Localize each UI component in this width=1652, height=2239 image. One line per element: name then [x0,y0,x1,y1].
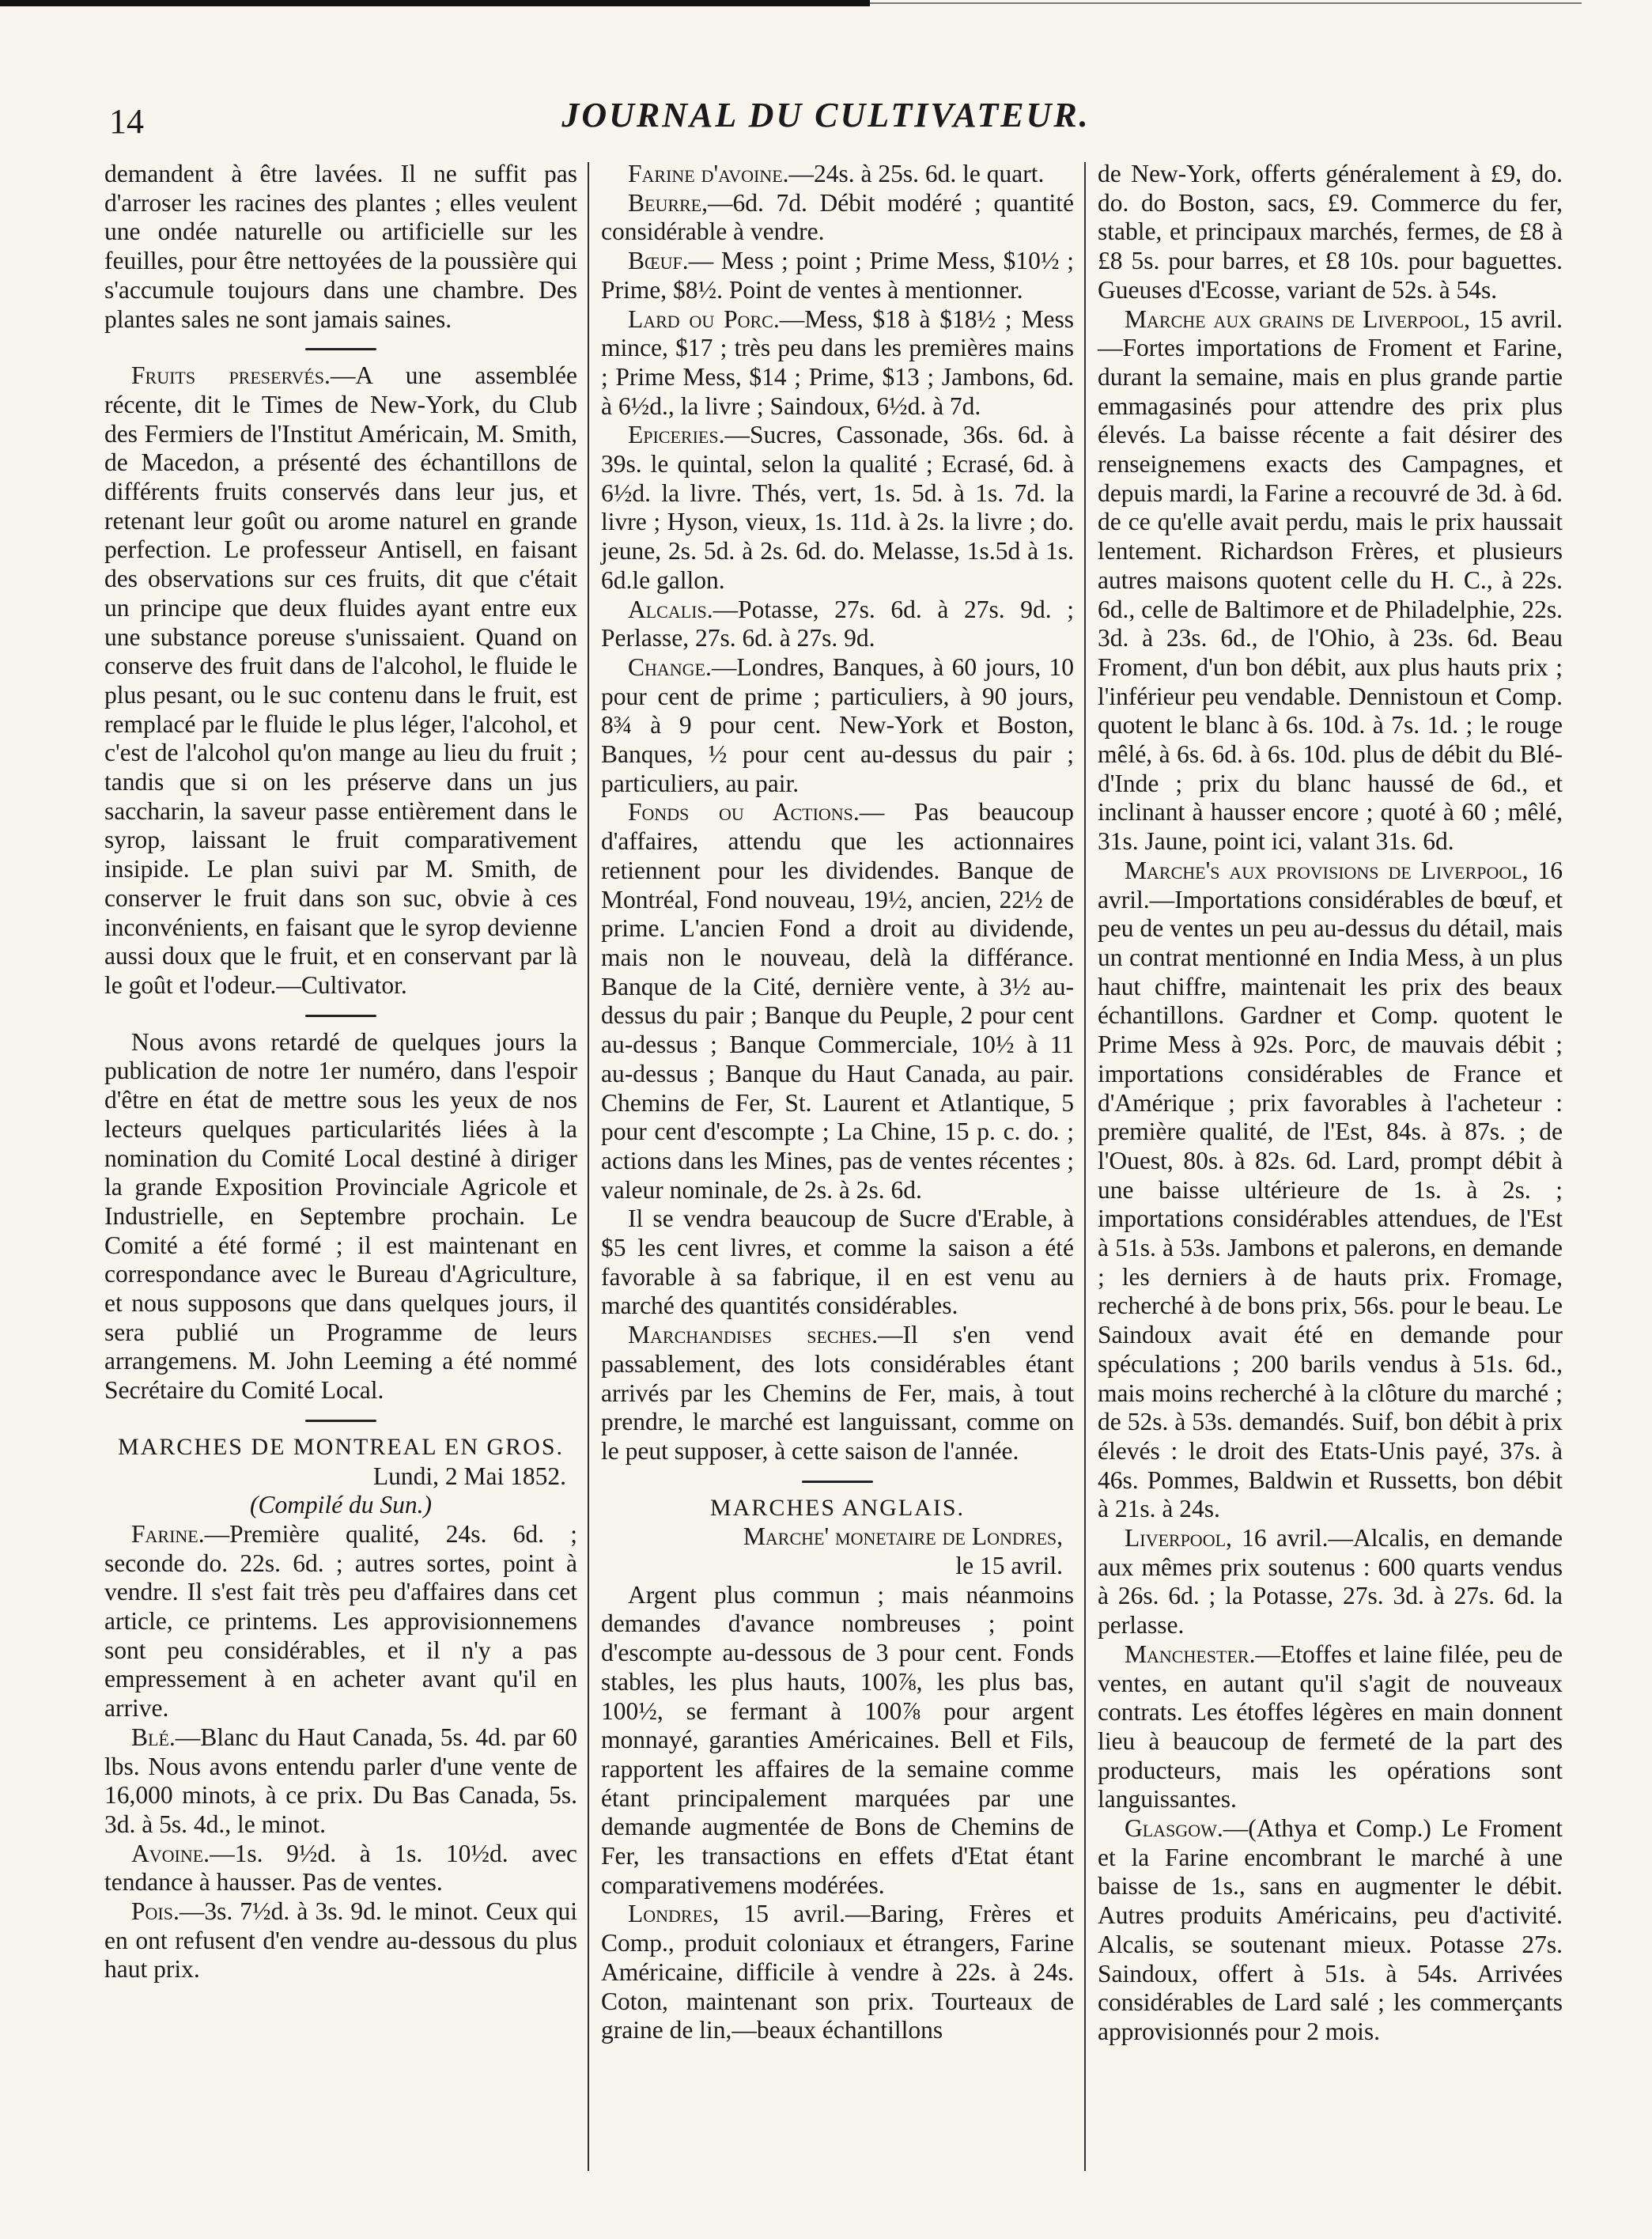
item-text: —24s. à 25s. 6d. le quart. [788,160,1045,187]
date-line: Lundi, 2 Mai 1852. [372,1462,566,1490]
column-2 [601,160,1074,2045]
market-item [1098,1814,1563,2047]
paragraph: Nous avons retardé de quelques jours la publication de notre 1er numéro, dans l'espoir d'être en état de mettre sous les yeux de nos lecteurs quelques particularités liées à la nomination du Comité Local destiné à diriger la grande Exposition Provinciale Agricole et Industrielle, en Septembre prochain. Le Comité a été formé ; il est maintenant en correspondance avec le Bureau d'Agriculture, et nous supposons que dans quelques jours, il sera publié un Programme de leurs arrangemens. M. John Leeming a été nommé Secrétaire du Comité Local. [104,1027,577,1405]
separator-ornament [305,1420,376,1422]
item-text: 16 avril.—Alcalis, en demande aux mêmes prix soutenus : 600 quarts vendus à 26s. 6d. ; la Potasse, 27s. 3d. à 27s. 6d. la perlasse. [1098,1524,1563,1640]
item-lead: Pois. [131,1897,180,1926]
subheading: Marche' monetaire de Londres, [743,1522,1063,1551]
market-item [104,1897,577,1984]
market-item [1098,305,1563,857]
item-lead: Epiceries. [628,421,725,449]
item-text: —Blanc du Haut Canada, 5s. 4d. par 60 lbs. Nous avons entendu parler d'une vente de 16,000 minots, à ce prix. Du Bas Canada, 5s. 3d. à 5s. 4d., le minot. [104,1723,577,1838]
item-text: —(Athya et Comp.) Le Froment et la Farine encombrant le marché à une baisse de 1s., sans en augmenter le débit. Autres produits Américains, peu d'activité. Alcalis, se soutenant mieux. Potasse 27s. Saindoux, offert à 51s. à 54s. Arrivées considérables de Lard salé ; les commerçants approvisionnés pour 2 mois. [1098,1814,1563,2045]
item-lead: Marchandises seches. [628,1321,878,1349]
item-text: —1s. 9½d. à 1s. 10½d. avec tendance à hausser. Pas de ventes. [104,1839,577,1897]
column-divider [588,162,589,2171]
source-line: (Compilé du Sun.) [249,1491,433,1519]
paragraph: demandent à être lavées. Il ne suffit pas d'arroser les racines des plantes ; elles veulent une ondée naturelle ou artificielle sur les feuilles, pour être nettoyées de la poussière qui s'accumule toujours dans une chambre. Des plantes sales ne sont jamais saines. [104,160,577,333]
item-text: 15 avril.—Fortes importations de Froment et Farine, durant la semaine, mais en plus grande partie emmagasinés pour attendre des prix plus élevés. La baisse récente a fait désirer des renseignemens exacts des Campagnes, et depuis mardi, la Farine a recouvré de 3d. à 6d. de ce qu'elle avait perdu, mais le prix haussait lentement. Richardson Frères, et plusieurs autres maisons quotent celle du H. C., à 22s. 6d., celle de Baltimore et de Philadelphie, 22s. 3d. à 23s. 6d., de l'Ohio, à 23s. 6d. Beau Froment, d'un bon débit, aux plus hauts prix ; l'inférieur peu vendable. Dennistoun et Comp. quotent le blanc à 6s. 10d. à 7s. 1d. ; le rouge mêlé, à 6s. 6d. à 6s. 10d. plus de débit du Blé-d'Inde ; prix du blanc haussé de 6d., et inclinant à hausser encore ; quoté à 60 ; mêlé, 31s. Jaune, point ici, valant 31s. 6d. [1098,304,1563,856]
market-item [104,1520,577,1723]
item-text: —Mess, $18 à $18½ ; Mess mince, $17 ; très peu dans les premières mains ; Prime Mess, $14 ; Prime, $13 ; Jambons, 6d. à 6½d., la livre ; Saindoux, 6½d. à 7d. [601,304,1074,420]
item-lead: Fonds ou Actions. [628,798,860,826]
column-1 [104,160,577,1984]
item-text: 16 avril.—Importations considérables de bœuf, et peu de ventes un peu au-dessus du détail, mais un contrat mentionné en India Mess, à un plus haut chiffre, maintenait les prix des beaux échantillons. Gardner et Comp. quotent le Prime Mess à 92s. Porc, de mauvais débit ; importations considérables de France et d'Amérique ; prix favorables à l'acheteur : première qualité, de l'Est, 84s. à 87s. ; de l'Ouest, 80s. à 82s. 6d. Lard, prompt débit à une baisse ultérieure de 1s. à 2s. ; importations considérables attendues, de l'Est à 51s. à 53s. Jambons et palerons, en demande ; les derniers à de hauts prix. Fromage, recherché à de bons prix, 56s. pour le beau. Le Saindoux avait été en demande pour spéculations ; 200 barils vendus à 51s. 6d., mais moins recherché à la clôture du marché ; de 52s. à 53s. demandés. Suif, bon débit à prix élevés : le droit des Etats-Unis payé, 37s. à 46s. Pommes, Baldwin et Russetts, bon débit à 21s. à 24s. [1098,856,1563,1523]
item-lead: Farine. [131,1519,205,1548]
item-text: —Etoffes et laine filée, peu de ventes, en autant qu'il s'agit de nouveaux contrats. Les étoffes légères en main donnent lieu à beaucoup de fermeté de la part des producteurs, mais les opérations sont languissantes. [1098,1640,1563,1814]
market-item [104,1840,577,1897]
market-item [1098,857,1563,1524]
item-lead: Alcalis. [628,595,713,623]
item-lead: Beurre, [628,188,708,217]
item-lead: Londres, [628,1900,720,1928]
market-item [601,798,1074,1205]
column-3 [1098,160,1563,2047]
market-item [601,653,1074,799]
top-border-rule-thin [870,2,1582,4]
item-lead: Blé. [131,1723,176,1751]
item-lead: Farine d'avoine. [628,160,789,187]
item-text: — Mess ; point ; Prime Mess, $10½ ; Prime, $8½. Point de ventes à mentionner. [601,247,1074,304]
item-text: —Londres, Banques, à 60 jours, 10 pour cent de prime ; particuliers, à 90 jours, 8¾ à 9 pour cent. New-York et Boston, Banques, ½ pour cent au-dessus du pair ; particuliers, au pair. [601,652,1074,797]
item-text: —Première qualité, 24s. 6d. ; seconde do. 22s. 6d. ; autres sortes, point à vendre. Il s'est fait très peu d'affaires dans cet article, ce printems. Les approvisionnemens sont peu considérables, et il n'y a pas empressement à en acheter avant qu'il en arrive. [104,1519,577,1723]
item-lead: Marche's aux provisions de Liverpool, [1125,856,1529,884]
item-text: —Sucres, Cassonade, 36s. 6d. à 39s. le quintal, selon la qualité ; Ecrasé, 6d. à 6½d. la livre. Thés, vert, 1s. 5d. à 1s. 7d. la livre ; Hyson, vieux, 1s. 11d. à 2s. la livre ; do. jeune, 2s. 5d. à 2s. 6d. do. Melasse, 1s.5d à 1s. 6d.le gallon. [601,421,1074,594]
market-item [601,421,1074,595]
market-item [601,247,1074,304]
market-item [601,1321,1074,1466]
separator-ornament [802,1481,873,1483]
journal-title: JOURNAL DU CULTIVATEUR. [561,96,1091,134]
item-lead: Avoine. [131,1839,210,1867]
item-lead: Change. [628,652,712,681]
subheading-date: le 15 avril. [955,1552,1063,1580]
item-text: — Pas beaucoup d'affaires, attendu que les actionnaires retiennent pour les dividendes. Banque de Montréal, Fond nouveau, 19½, ancien, 22½ de prime. L'ancien Fond a droit au dividende, mais non le nouveau, delà la différance. Banque de la Cité, dernière vente, à 3½ au-dessus du pair ; Banque du Peuple, 2 pour cent au-dessus ; Banque Commerciale, 10½ à 11 au-dessus ; Banque du Haut Canada, au pair. Chemins de Fer, St. Laurent et Atlantique, 5 pour cent d'escompte ; La Chine, 15 p. c. do. ; actions dans les Mines, pas de ventes récentes ; valeur nominale, de 2s. à 2s. 6d. [601,798,1075,1204]
article-lead: Fruits preservés. [131,361,331,390]
top-border-rule [0,0,870,6]
column-divider [1084,162,1086,2171]
item-text: —3s. 7½d. à 3s. 9d. le minot. Ceux qui en ont refusent d'en vendre au-dessous du plus haut prix. [104,1897,577,1984]
market-item [601,1900,1074,2045]
market-item [104,1723,577,1840]
section-heading: MARCHES ANGLAIS. [709,1494,966,1521]
item-text: 15 avril.—Baring, Frères et Comp., produit coloniaux et étrangers, Farine Américaine, difficile à vendre à 22s. à 24s. Coton, maintenant son prix. Tourteaux de graine de lin,—beaux échantillons [601,1900,1074,2044]
item-text: —Potasse, 27s. 6d. à 27s. 9d. ; Perlasse, 27s. 6d. à 27s. 9d. [601,595,1074,652]
item-text: —6d. 7d. Débit modéré ; quantité considérable à vendre. [601,188,1074,246]
separator-ornament [305,1015,376,1017]
item-lead: Bœuf. [628,247,689,275]
paragraph: Il se vendra beaucoup de Sucre d'Erable, à $5 les cent livres, et comme la saison a été favorable à sa fabrique, il en est venu au marché des quantités considérables. [601,1205,1074,1320]
item-lead: Glasgow. [1125,1814,1223,1843]
item-lead: Manchester. [1125,1640,1256,1668]
market-item [1098,1640,1563,1814]
item-text: —Il s'en vend passablement, des lots considérables étant arrivés par les Chemins de Fer, mais, à tout prendre, le marché est languissant, comme on le peut supposer, à cette saison de l'année. [601,1321,1074,1465]
article-fruits [104,361,577,1000]
item-lead: Marche aux grains de Liverpool, [1125,304,1471,333]
market-item [601,189,1074,247]
separator-ornament [305,348,376,350]
item-lead: Lard ou Porc. [628,304,780,333]
market-item [601,160,1074,189]
paragraph: de New-York, offerts généralement à £9, do. do. do Boston, sacs, £9. Commerce du fer, stable, et principaux marchés, fermes, de £8 à £8 5s. pour barres, et £8 10s. pour baguettes. Gueuses d'Ecosse, variant de 52s. à 54s. [1098,160,1563,304]
market-item [601,305,1074,422]
market-item [1098,1524,1563,1640]
section-heading: MARCHES DE MONTREAL EN GROS. [117,1433,565,1460]
item-lead: Liverpool, [1125,1524,1232,1553]
page-number: 14 [109,102,144,141]
market-item [601,596,1074,653]
article-text: —A une assemblée récente, dit le Times de New-York, du Club des Fermiers de l'Institut Américain, M. Smith, de Macedon, a présenté des échantillons de différents fruits conservés dans leur jus, et retenant leur goût ou arome naturel en grande perfection. Le professeur Antisell, en faisant des observations sur ces fruits, dit que c'était un principe que deux fluides ayant entre eux une substance poreuse s'unissaient. Quand on conserve des fruit dans de l'alcohol, le fluide le plus pesant, ou le suc contenu dans le fruit, est remplacé par le fluide le plus léger, l'alcohol, et c'est de l'alcohol qu'on mange au lieu du fruit ; tandis que si on les préserve dans un jus saccharin, la saveur passe entièrement dans le syrop, laissant le fruit comparativement insipide. Le plan suivi par M. Smith, de conserver le fruit dans son suc, obvie à ces inconvénients, en faisant que le syrop devienne aussi doux que le fruit, et en conservant par là le goût et l'odeur.—Cultivator. [104,361,578,999]
paragraph: Argent plus commun ; mais néanmoins demandes d'avance nombreuses ; point d'escompte au-dessous de 3 pour cent. Fonds stables, les plus hauts, 100⅞, les plus bas, 100½, se fermant à 100⅞ pour argent monnayé, garanties Américaines. Bell et Fils, rapportent les affaires de la semaine comme étant principalement marquées par une demande augmentée de Bons de Chemins de Fer, les transactions en effets d'Etat étant comparativemens modérées. [601,1580,1074,1899]
